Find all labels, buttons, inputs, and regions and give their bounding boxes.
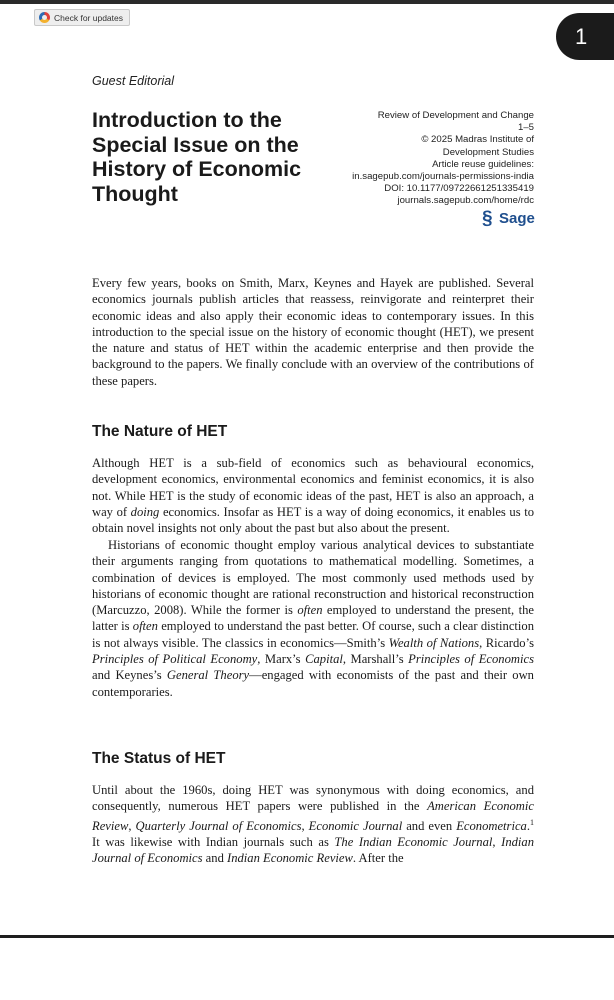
- text-run: employed to understand the past better. Of course, such a clear distinction is not always visible. The classics in economics—Smith’s: [92, 619, 534, 650]
- sage-s-icon: §: [482, 208, 493, 229]
- journal-title: Econometrica: [456, 818, 527, 833]
- copyright-line: © 2025 Madras Institute of: [421, 134, 534, 146]
- check-for-updates-label: Check for updates: [54, 12, 123, 23]
- section-heading-nature: The Nature of HET: [92, 423, 228, 440]
- paragraph-nature-1: [92, 455, 534, 536]
- doi-link[interactable]: DOI: 10.1177/09722661251335419: [384, 183, 534, 195]
- text-run: ,: [128, 818, 136, 833]
- text-run: and Keynes’s: [92, 668, 167, 683]
- reuse-guidelines-label: Article reuse guidelines:: [432, 158, 534, 170]
- sage-logo-text: Sage: [499, 210, 535, 227]
- journal-home-link[interactable]: journals.sagepub.com/home/rdc: [397, 195, 534, 207]
- text-run: Until about the 1960s, doing HET was synonymous with doing economics, and consequently, numerous HET papers were published in the: [92, 783, 534, 814]
- text-run: .: [526, 818, 531, 833]
- paragraph-status-1: [92, 782, 534, 867]
- journal-title: Indian Economic Review: [227, 851, 353, 866]
- text-run: . After the: [352, 851, 404, 866]
- text-run-italic: often: [297, 603, 323, 618]
- text-run: , Marshall’s: [342, 652, 409, 667]
- text-run: Although HET is a sub-field of economics such as behavioural economics, development economics, environmental economics and feminist economics, it is also not. While HET is the study of economic ideas of the past, HET is also an approach, a way of: [92, 456, 534, 519]
- text-run: and: [202, 851, 228, 866]
- bottom-rule: [0, 935, 614, 938]
- text-run: Historians of economic thought employ various analytical devices to substantiate their arguments ranging from quotations to mathematical modelling. Sometimes, a combination of devices is employed. The most commonly used methods used by historians of economic thought are rational reconstruction and historical reconstruction (Marcuzzo, 2008). While the former is: [92, 538, 534, 618]
- check-for-updates-button[interactable]: [34, 9, 130, 26]
- text-run-italic: often: [132, 619, 158, 634]
- footnote-marker[interactable]: 1: [530, 817, 535, 827]
- text-run: , Marx’s: [257, 652, 306, 667]
- journal-name: Review of Development and Change: [377, 110, 534, 121]
- page-number: 1: [575, 23, 588, 49]
- article-type-label: Guest Editorial: [92, 74, 174, 88]
- journal-title: Economic Journal: [308, 818, 403, 833]
- text-run: economics. Insofar as HET is a way of doing economics, it enables us to obtain novel insights not only about the past but also about the present.: [92, 504, 534, 536]
- text-run: employed to understand the present, the latter is: [92, 603, 534, 634]
- book-title: Principles of Political Economy: [92, 652, 258, 667]
- text-run: and even: [402, 818, 457, 833]
- book-title: Capital: [305, 652, 343, 667]
- journal-title: Quarterly Journal of Economics: [135, 818, 302, 833]
- section-heading-status: The Status of HET: [92, 750, 226, 767]
- book-title: Principles of Economics: [408, 652, 534, 667]
- copyright-line-cont: Development Studies: [442, 146, 534, 158]
- text-run: It was likewise with Indian journals such as: [92, 835, 335, 850]
- book-title: Wealth of Nations: [388, 635, 480, 650]
- journal-title: Indian Journal of Economics: [92, 835, 535, 866]
- text-run-italic: doing: [130, 504, 160, 519]
- journal-title: The Indian Economic Journal: [334, 835, 493, 850]
- article-title: Introduction to the Special Issue on the History of Economic Thought: [92, 108, 302, 206]
- abstract: Every few years, books on Smith, Marx, Keynes and Hayek are published. Several economics journals publish articles that reassess, reinvigorate and reinterpret their economic ideas and also apply their economic ideas to contemporary issues. In this introduction to the special issue on the history of economic thought (HET), we present the nature and status of HET within the academic enterprise and then provide the background to the papers. We finally conclude with an overview of the contributions of these papers.: [92, 276, 534, 388]
- journal-pages: 1–5: [517, 122, 534, 134]
- sage-logo: [482, 210, 535, 227]
- journal-metadata: [274, 110, 534, 208]
- book-title: General Theory: [166, 668, 250, 683]
- journal-title: American Economic Review: [92, 799, 534, 833]
- text-run: , Ricardo’s: [479, 635, 534, 650]
- crossmark-icon: [39, 12, 50, 23]
- top-rule: [0, 0, 614, 4]
- text-run: —engaged with economists of the past and their own contemporaries.: [92, 668, 534, 699]
- paragraph-nature-2: [92, 537, 534, 700]
- text-run: ,: [492, 835, 502, 850]
- text-run: ,: [301, 818, 309, 833]
- reuse-guidelines-link[interactable]: in.sagepub.com/journals-permissions-india: [352, 171, 534, 183]
- page-number-tab: [556, 13, 614, 60]
